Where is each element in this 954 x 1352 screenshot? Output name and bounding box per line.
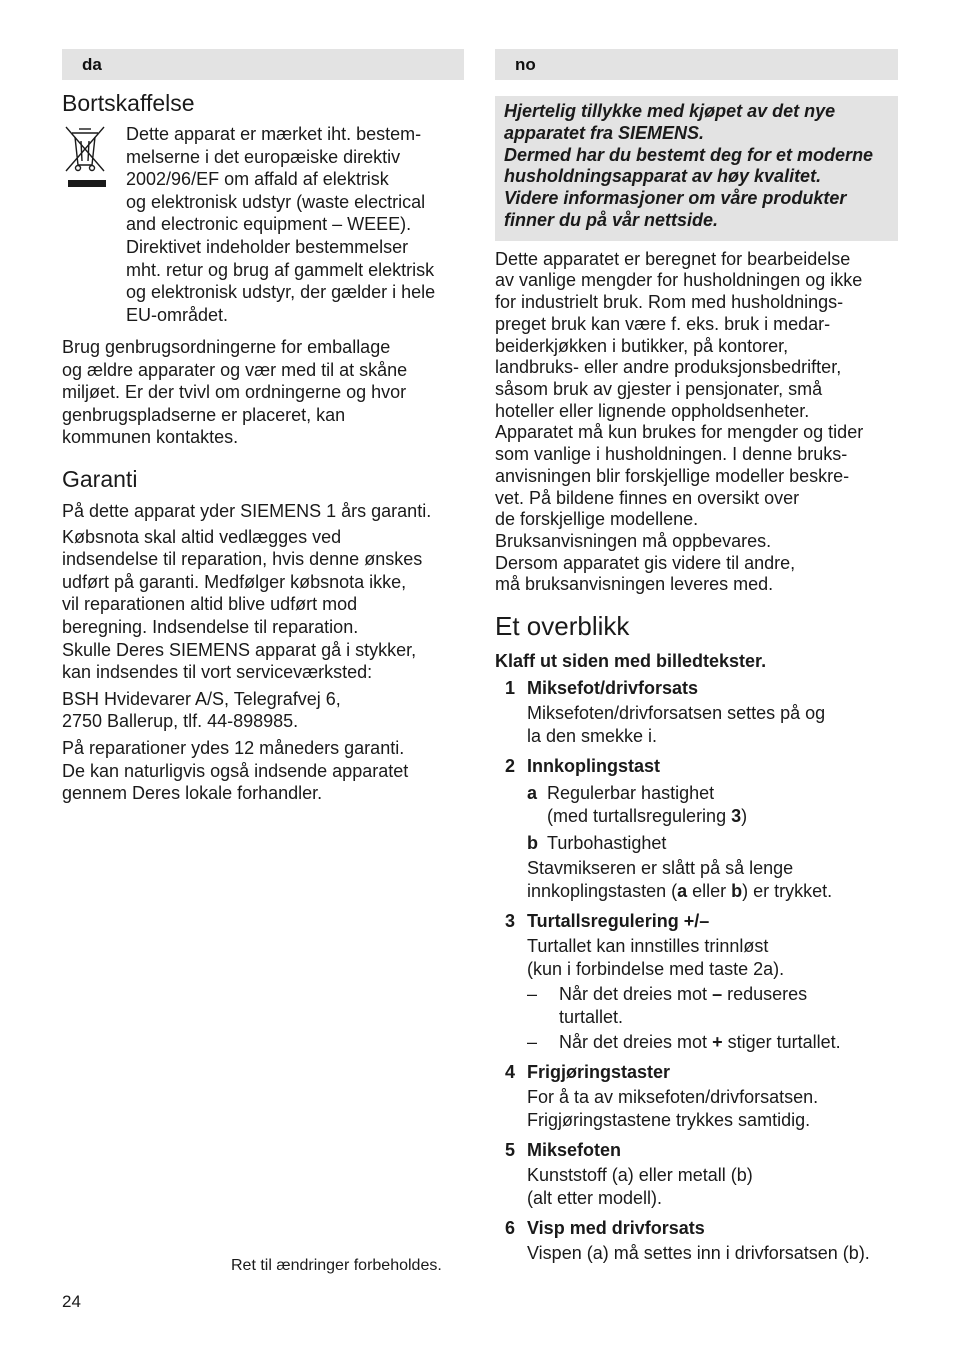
item-text: Turtallet kan innstilles trinnløst	[527, 935, 769, 956]
text-line: Bruksanvisningen må oppbevares.	[495, 530, 772, 551]
text-line: gennem Deres lokale forhandler.	[62, 783, 323, 804]
warranty-paragraph-2	[62, 737, 464, 805]
overview-item-1	[495, 677, 898, 748]
text-part: eller	[687, 880, 732, 901]
text-part: stiger turtallet.	[722, 1031, 841, 1052]
text-line: udført på garanti. Medfølger købsnota ikke,	[62, 571, 407, 592]
dash-mark: –	[527, 1031, 538, 1052]
disposal-paragraph	[62, 336, 464, 449]
dash-item-cont	[495, 1006, 898, 1029]
text-line: de forskjellige modellene.	[495, 509, 699, 530]
weee-line: Direktivet indeholder bestemmelser	[126, 236, 409, 257]
weee-line: og elektronisk udstyr (waste electrical	[126, 191, 426, 212]
text-line: indsendelse til reparation, hvis denne ønskes	[62, 549, 423, 570]
item-number: 2	[505, 755, 516, 776]
item-text: For å ta av miksefoten/drivforsatsen.	[527, 1086, 819, 1107]
sub-text: Turbohastighet	[547, 832, 667, 853]
text-line: Dette apparatet er beregnet for bearbeidelse	[495, 248, 851, 269]
item-number: 3	[505, 910, 516, 931]
footer-note: Ret til ændringer forbeholdes.	[231, 1257, 442, 1274]
dash-mark: –	[527, 983, 538, 1004]
sub-item-a-cont	[495, 805, 898, 828]
weee-line: EU-området.	[126, 304, 229, 325]
overview-item-4	[495, 1061, 898, 1132]
sub-item-a	[495, 782, 898, 805]
plus-symbol: +	[712, 1031, 723, 1052]
minus-symbol: –	[712, 983, 723, 1004]
weee-line: mht. retur og brug af gammelt elektrisk	[126, 259, 435, 280]
text-line: som vanlige i husholdningen. I denne bruks-	[495, 444, 848, 465]
sub-text: (med turtallsregulering	[547, 805, 732, 826]
text-line: preget bruk kan være f. eks. bruk i medar-	[495, 313, 831, 334]
warranty-line: På dette apparat yder SIEMENS 1 års garanti.	[62, 500, 432, 521]
weee-line: 2002/96/EF om affald af elektrisk	[126, 169, 389, 190]
text-line: På reparationer ydes 12 måneders garanti.	[62, 737, 405, 758]
ref-number: 3	[731, 805, 742, 826]
text-line: må bruksanvisningen leveres med.	[495, 574, 774, 595]
service-address	[62, 688, 464, 733]
overview-heading: Et overblikk	[495, 611, 630, 642]
intro-box	[495, 96, 898, 241]
item-number: 1	[505, 677, 516, 698]
overview-item-3	[495, 910, 898, 1054]
text-line: av vanlige mengder for husholdningen og ikke	[495, 270, 863, 291]
overview-item-5	[495, 1139, 898, 1210]
lang-label-no: no	[495, 49, 898, 80]
text-line: anvisningen blir forskjellige modeller beskre-	[495, 465, 850, 486]
text-line: hoteller eller lignende oppholdsenheter.	[495, 400, 810, 421]
text-part: ) er trykket.	[742, 880, 833, 901]
text-line: såsom bruk av gjester i pensjonater, små	[495, 379, 823, 399]
text-line: beregning. Indsendelse til reparation.	[62, 616, 359, 637]
text-line: 2750 Ballerup, tlf. 44-898985.	[62, 711, 299, 732]
sub-item-b	[495, 832, 898, 855]
weee-block	[62, 123, 464, 329]
lang-label-da: da	[62, 49, 464, 80]
item-text: Frigjøringstastene trykkes samtidig.	[527, 1109, 811, 1130]
intended-use-text	[495, 249, 898, 596]
item-text: la den smekke i.	[527, 725, 658, 746]
sub-label: b	[527, 832, 538, 853]
overview-subheading: Klaff ut siden med billedtekster.	[495, 651, 767, 672]
item-title: Frigjøringstaster	[527, 1061, 671, 1082]
text-line: Apparatet må kun brukes for mengder og tider	[495, 422, 864, 443]
intro-line: finner du på vår nettside.	[504, 209, 719, 230]
text-part: Når det dreies mot	[559, 983, 713, 1004]
text-line: vet. På bildene finnes en oversikt over	[495, 487, 800, 508]
item-title: Visp med drivforsats	[527, 1217, 705, 1238]
warranty-paragraph	[62, 526, 464, 684]
crossed-bin-icon	[64, 125, 106, 187]
intro-line: apparatet fra SIEMENS.	[504, 122, 705, 143]
weee-line: og elektronisk udstyr, der gælder i hele	[126, 282, 436, 303]
text-line: for industrielt bruk. Rom med husholdnings-	[495, 292, 844, 313]
text-line: Skulle Deres SIEMENS apparat gå i stykker,	[62, 639, 417, 660]
intro-line: Videre informasjoner om våre produkter	[504, 188, 847, 209]
item-number: 5	[505, 1139, 516, 1160]
text-line: De kan naturligvis også indsende apparatet	[62, 760, 409, 781]
dash-item	[495, 1031, 898, 1054]
text-part: reduseres	[722, 983, 808, 1004]
ref-letter: a	[677, 880, 688, 901]
text-line: landbruks- eller andre produksjonsbedrifter,	[495, 357, 842, 378]
item-text: (kun i forbindelse med taste 2a).	[527, 958, 785, 979]
sub-label: a	[527, 782, 538, 803]
overview-item-6	[495, 1217, 898, 1265]
intro-line: husholdningsapparat av høy kvalitet.	[504, 166, 822, 187]
text-line: Brug genbrugsordningerne for emballage	[62, 337, 391, 357]
sub-text: Regulerbar hastighet	[547, 782, 715, 803]
item-text	[495, 880, 898, 903]
warranty-heading: Garanti	[62, 465, 138, 492]
item-title: Miksefot/drivforsats	[527, 677, 699, 698]
text-part: Når det dreies mot	[559, 1031, 713, 1052]
text-line: BSH Hvidevarer A/S, Telegrafvej 6,	[62, 688, 341, 709]
left-column	[62, 49, 464, 805]
item-text: Stavmikseren er slått på så lenge	[527, 857, 794, 878]
dash-item	[495, 983, 898, 1006]
text-line: miljøet. Er der tvivl om ordningerne og hvor	[62, 382, 407, 403]
text-line: beiderkjøkken i butikker, på kontorer,	[495, 335, 789, 356]
item-text: Vispen (a) må settes inn i drivforsatsen (b).	[527, 1242, 870, 1263]
weee-line: Dette apparat er mærket iht. bestem-	[126, 124, 422, 144]
item-number: 6	[505, 1217, 516, 1238]
disposal-heading: Bortskaffelse	[62, 90, 195, 116]
intro-line: Dermed har du bestemt deg for et moderne	[504, 144, 874, 165]
ref-letter: b	[731, 880, 743, 901]
text-line: kommunen kontaktes.	[62, 427, 239, 448]
item-text: Kunststoff (a) eller metall (b)	[527, 1164, 753, 1185]
text-line: Købsnota skal altid vedlægges ved	[62, 526, 342, 547]
text-line: genbrugspladserne er placeret, kan	[62, 404, 346, 425]
item-title: Miksefoten	[527, 1139, 622, 1160]
weee-line: and electronic equipment – WEEE).	[126, 214, 412, 235]
text-part: innkoplingstasten (	[527, 880, 678, 901]
right-column	[495, 49, 898, 1265]
text-line: kan indsendes til vort serviceværksted:	[62, 662, 373, 683]
page-number: 24	[62, 1292, 81, 1311]
text-line: og ældre apparater og vær med til at skåne	[62, 359, 408, 380]
item-title: Innkoplingstast	[527, 755, 661, 776]
overview-item-2	[495, 755, 898, 903]
text-line: Dersom apparatet gis videre til andre,	[495, 552, 796, 573]
item-number: 4	[505, 1061, 516, 1082]
text-part: turtallet.	[559, 1006, 624, 1027]
intro-line: Hjertelig tillykke med kjøpet av det nye	[504, 101, 836, 121]
weee-line: melserne i det europæiske direktiv	[126, 146, 401, 167]
item-text: (alt etter modell).	[527, 1187, 663, 1208]
sub-text: )	[741, 805, 748, 826]
item-text: Miksefoten/drivforsatsen settes på og	[527, 702, 826, 723]
text-line: vil reparationen altid blive udført mod	[62, 594, 358, 615]
item-title: Turtallsregulering +/–	[527, 910, 710, 931]
